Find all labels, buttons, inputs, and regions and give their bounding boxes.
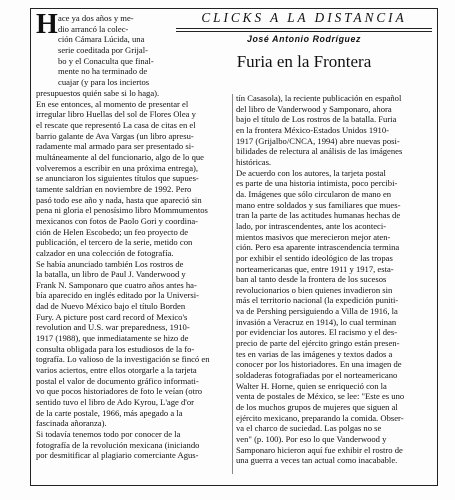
text-line: multáneamente al del funcionario, algo de lo que	[36, 151, 204, 162]
text-line: 1917 (Grijalbo/CNCA, 1994) abre nuevas posi-	[236, 135, 400, 146]
article-header	[176, 10, 432, 72]
text-line: serie coeditada por Grijal-	[58, 44, 148, 55]
text-line: tes en varias de las imágenes y textos dados a	[236, 348, 393, 359]
column-right	[236, 93, 434, 466]
text-line: dad de Nuevo México bajo el título Borden	[36, 301, 186, 312]
section-kicker: CLICKS A LA DISTANCIA	[201, 10, 407, 25]
text-line: Fury. A picture post card record of Mexico's	[36, 311, 188, 322]
text-line: del libro de Vanderwood y Samponaro, ahora	[236, 103, 392, 114]
text-line: bo y el Conaculta que final-	[58, 55, 154, 66]
text-line: ban al tanto desde la frontera de los sucesos	[236, 274, 387, 285]
text-line: mexicanos con fotos de Paolo Gori y coordina-	[36, 215, 199, 226]
text-line: invasión a Veracruz en 1914), lo cual terminan	[236, 316, 397, 327]
text-line: norteamericanas que, entre 1911 y 1917, esta-	[236, 263, 394, 274]
text-line: ción Cámara Lúcida, una	[58, 34, 145, 45]
text-line: venta de postales de México, se lee: "Este es uno	[236, 391, 405, 402]
text-line: Si todavía tenemos todo por conocer de la	[36, 429, 181, 439]
text-line: Walter H. Horne, quien se enriqueció con la	[236, 380, 387, 391]
text-line: ción. Pero esa aparente intrascendencia termina	[236, 242, 400, 253]
text-line: ejército mexicano, preparando la comida. Obser-	[236, 412, 404, 423]
text-line: cuajar (y para los inciertos	[58, 76, 150, 87]
text-line: barrio galante de Ava Vargas (un libro apresu-	[36, 130, 194, 141]
text-line: Frank N. Samponaro que cuatro años antes ha-	[36, 279, 197, 290]
text-line: mano entre soldados y sus familiares que mues-	[236, 199, 401, 210]
text-line: da. Imágenes que sólo circularon de mano en	[236, 188, 392, 199]
text-line: pena ni gloria el penosísimo libro Mommumentos	[36, 205, 208, 216]
text-line: lado, por intrascendentes, ante los aconteci-	[236, 220, 387, 231]
text-line: dio arrancó la colec-	[58, 23, 129, 34]
text-line: históricas.	[236, 156, 272, 167]
header-rule	[176, 28, 432, 29]
text-line: volveremos a escribir en una próxima entrega),	[36, 162, 199, 173]
text-line: bajo el título de Los rostros de la batalla. Furia	[236, 114, 397, 125]
text-line: tamente saldrían en noviembre de 1992. Pero	[36, 183, 192, 194]
text-line: tran la parte de las actitudes humanas hechas de	[236, 210, 401, 221]
text-line: publicación, el tercero de la serie, metido con	[36, 237, 193, 248]
text-line: calzador en una colección de fotografía.	[36, 247, 174, 258]
text-line: el rescate que representó La casa de citas en el	[36, 119, 196, 130]
text-line: consulta obligada para los estudiosos de la fo-	[36, 343, 195, 354]
text-line: irregular libro Huellas del sol de Flores Olea y	[36, 109, 196, 120]
text-line: más el territorio nacional (la expedición puniti-	[236, 295, 399, 306]
text-line: mientos masivos que merecieron mejor aten-	[236, 231, 391, 242]
text-line: fotografía de la revolución mexicana (iniciando	[36, 439, 200, 450]
text-line: fascinada añoranza).	[36, 418, 107, 429]
text-line: tín Casasola), la reciente publicación en español	[236, 93, 402, 103]
text-line: ven" (p. 100). Por eso lo que Vanderwood y	[236, 434, 387, 444]
text-line: en la frontera México-Estados Unidos 1910-	[236, 124, 389, 135]
text-line: revolution and U.S. war preparedness, 1910-	[36, 322, 190, 333]
text-line: radamente mal armado para ser presentado si-	[36, 141, 194, 152]
text-line: la batalla, un libro de Paul J. Vanderwood y	[36, 269, 186, 280]
column-left	[36, 88, 234, 461]
header-rule	[176, 31, 432, 32]
text-line: vo que pocos historiadores de foto le veían (otro	[36, 386, 203, 397]
text-line: presupuestos quién sabe si lo haga).	[36, 88, 160, 98]
text-line: postal el valor de documento gráfico informati-	[36, 375, 199, 386]
text-line: conocer por los historiadores. En una imagen de	[236, 359, 402, 370]
text-line: soldaderas fotografiadas por el norteamericano	[236, 370, 398, 381]
text-line: tografía. Lo valioso de la investigación se fincó en	[36, 354, 210, 365]
intro-paragraph	[58, 13, 172, 88]
text-line: ace ya dos años y me-	[58, 13, 134, 23]
text-line: va de Pershing persiguiendo a Villa de 1916, la	[236, 306, 398, 317]
text-line: revolucionarios o bien quienes invadieron sin	[236, 284, 393, 295]
text-line: precio de parte del ejército gringo están presen-	[236, 338, 400, 349]
text-line: ción de Helen Escobedo; un feo proyecto de	[36, 226, 189, 237]
text-line: De acuerdo con los autores, la tarjeta postal	[236, 167, 386, 178]
text-line: por evidenciar los autores. El racismo y el des-	[236, 327, 398, 338]
drop-cap: H	[36, 9, 58, 40]
text-line: 1917 (1988), que inmediatamente se hizo de	[36, 333, 189, 344]
text-line: Se había anunciado también Los rostros de	[36, 258, 184, 269]
text-line: es parte de una historia intimista, poco percibi-	[236, 178, 398, 189]
text-line: En ese entonces, al momento de presentar el	[36, 98, 189, 109]
text-line: una guerra a veces tan actual como inacabable.	[236, 455, 398, 466]
text-line: va el charco de suciedad. Las polgas no se	[236, 423, 382, 434]
text-line: bía aparecido en inglés editado por la Universi-	[36, 290, 199, 301]
text-line: de los muchos grupos de mujeres que siguen al	[236, 402, 398, 413]
text-line: varios aciertos, entre ellos otorgarle a la tarjeta	[36, 365, 197, 376]
article-title: Furia en la Frontera	[236, 52, 372, 71]
text-line: Samponaro hicieron aquí fue exhibir el rostro de	[236, 444, 403, 455]
text-line: mente no ha terminado de	[58, 66, 148, 77]
text-line: por desmitificar al plagiario comerciante Agus-	[36, 450, 199, 461]
text-line: por exhibir el sentido ideológico de las tropas	[236, 252, 393, 263]
text-line: pasó todo ese año y nada, hasta que apareció sin	[36, 194, 202, 205]
text-line: sentido tuvo el libro de Ado Kyrou, L'age d'or	[36, 397, 194, 408]
text-line: se anunciaron los siguientes títulos que supues-	[36, 173, 199, 184]
byline: José Antonio Rodríguez	[246, 34, 362, 44]
text-line: bilidades de relectura al análisis de las imágenes	[236, 146, 403, 157]
text-line: de la carte postale, 1966, más apegado a la	[36, 407, 183, 418]
